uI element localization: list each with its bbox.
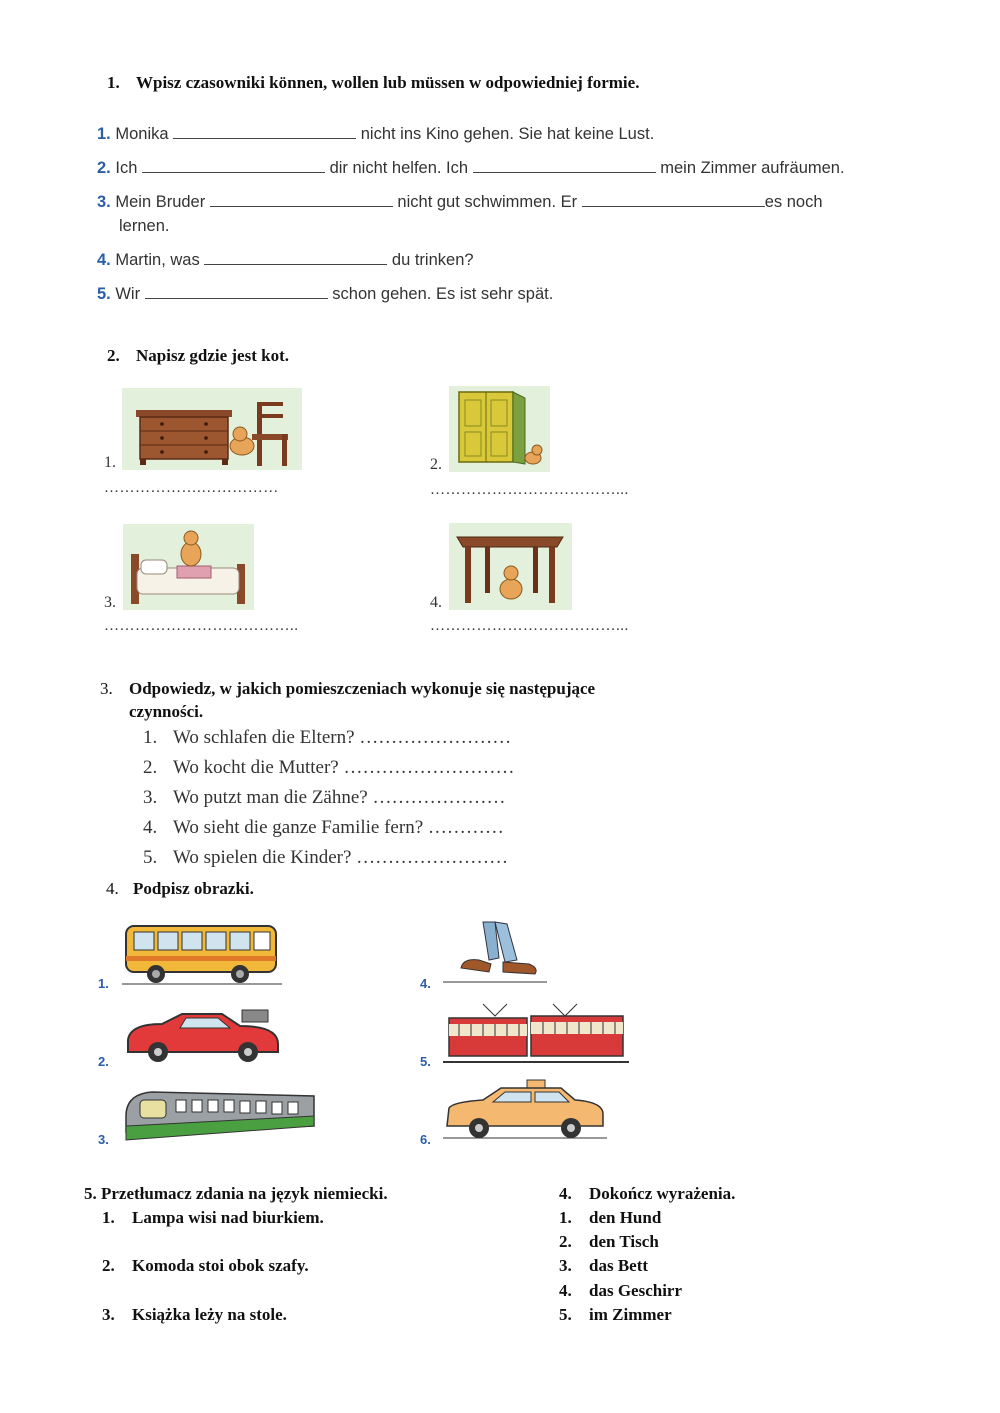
dresser-chair-cat-picture — [122, 388, 302, 470]
item-number: 1. — [559, 1208, 572, 1227]
sentence-part: Monika — [115, 125, 169, 143]
ex3-item-4 — [143, 817, 504, 839]
item-number: 2. — [143, 757, 158, 778]
ex3-item-5 — [143, 847, 508, 869]
sentence-part: es noch — [764, 193, 823, 211]
answer-line[interactable]: ………………………………... — [430, 482, 629, 498]
item-number: 5. — [559, 1305, 572, 1324]
sentence-part: Mein Bruder — [115, 193, 206, 211]
sentence-text: Komoda stoi obok szafy. — [132, 1256, 309, 1275]
ex1-heading-number: 1. — [107, 73, 120, 92]
picture-number: 5. — [420, 1054, 431, 1069]
ex2-heading — [107, 346, 289, 366]
picture-number: 1. — [104, 454, 116, 471]
tram-picture — [443, 1002, 629, 1066]
sentence-part: nicht gut schwimmen. Er — [397, 193, 578, 211]
picture-number: 3. — [104, 594, 116, 611]
ex1-item-3-continuation: lernen. — [119, 217, 170, 235]
phrase-text: das Bett — [589, 1256, 649, 1275]
answer-line[interactable]: ……………………………….. — [104, 618, 299, 634]
ex2-heading-number: 2. — [107, 346, 120, 365]
question-text: Wo kocht die Mutter? ……………………… — [173, 757, 515, 778]
answer-blank[interactable] — [142, 158, 325, 173]
phrase-text: das Geschirr — [589, 1281, 683, 1300]
item-number: 3. — [559, 1256, 572, 1275]
sentence-part: mein Zimmer aufräumen. — [660, 159, 845, 177]
question-text: Wo putzt man die Zähne? ………………… — [173, 787, 506, 808]
ex6-item-1 — [559, 1208, 661, 1228]
bus-picture — [122, 920, 282, 988]
walking-feet-picture — [443, 920, 547, 988]
item-number: 2. — [102, 1256, 115, 1275]
sentence-part: Martin, was — [115, 251, 200, 269]
ex3-heading-line1: Odpowiedz, w jakich pomieszczeniach wykonuje się następujące — [129, 679, 596, 698]
answer-blank[interactable] — [210, 192, 393, 207]
ex1-item-4 — [97, 250, 474, 270]
ex1-heading — [107, 73, 639, 93]
ex1-item-5 — [97, 284, 553, 304]
item-number: 3. — [97, 193, 111, 211]
answer-blank[interactable] — [145, 284, 328, 299]
item-number: 5. — [97, 285, 111, 303]
ex3-item-1 — [143, 727, 511, 749]
picture-number: 4. — [420, 976, 431, 991]
bed-cat-picture — [123, 524, 254, 610]
ex5-heading: 5. Przetłumacz zdania na język niemiecki. — [84, 1184, 388, 1203]
ex4-heading-text: Podpisz obrazki. — [133, 879, 254, 898]
item-number: 4. — [143, 817, 158, 838]
ex3-item-2 — [143, 757, 514, 779]
item-number: 1. — [102, 1208, 115, 1227]
ex1-item-3 — [97, 192, 823, 212]
ex3-heading-number: 3. — [100, 679, 113, 698]
item-number: 3. — [143, 787, 158, 808]
phrase-text: den Tisch — [589, 1232, 659, 1251]
picture-number: 2. — [98, 1054, 109, 1069]
picture-number: 2. — [430, 456, 442, 473]
item-number: 2. — [559, 1232, 572, 1251]
sentence-part: dir nicht helfen. Ich — [329, 159, 469, 177]
ex5-item-1 — [102, 1208, 324, 1228]
sentence-part: nicht ins Kino gehen. Sie hat keine Lust. — [360, 125, 655, 143]
item-number: 4. — [559, 1281, 572, 1300]
item-number: 1. — [143, 727, 158, 748]
sentence-part: schon gehen. Es ist sehr spät. — [332, 285, 554, 303]
item-number: 5. — [143, 847, 158, 868]
ex6-heading-number: 4. — [559, 1184, 572, 1203]
item-number: 1. — [97, 125, 111, 143]
answer-blank[interactable] — [582, 192, 765, 207]
picture-number: 4. — [430, 594, 442, 611]
ex6-heading-text: Dokończ wyrażenia. — [589, 1184, 736, 1203]
sentence-part: Ich — [115, 159, 138, 177]
answer-blank[interactable] — [473, 158, 656, 173]
train-picture — [122, 1086, 318, 1144]
answer-line[interactable]: ……………….…………… — [104, 480, 279, 496]
ex2-heading-text: Napisz gdzie jest kot. — [136, 346, 289, 365]
ex5-item-3 — [102, 1305, 287, 1325]
ex6-heading — [559, 1184, 735, 1204]
wardrobe-cat-picture — [449, 386, 550, 472]
ex4-heading-number: 4. — [106, 879, 119, 898]
sentence-part: Wir — [115, 285, 141, 303]
phrase-text: den Hund — [589, 1208, 662, 1227]
ex5-item-2 — [102, 1256, 309, 1276]
ex4-heading — [106, 879, 254, 899]
answer-line[interactable]: ………………………………... — [430, 618, 629, 634]
ex1-item-2 — [97, 158, 845, 178]
item-number: 3. — [102, 1305, 115, 1324]
car-picture — [122, 1000, 284, 1066]
ex1-item-1 — [97, 124, 654, 144]
ex6-item-2 — [559, 1232, 659, 1252]
answer-blank[interactable] — [204, 250, 387, 265]
question-text: Wo sieht die ganze Familie fern? ………… — [173, 817, 504, 838]
phrase-text: im Zimmer — [589, 1305, 672, 1324]
question-text: Wo spielen die Kinder? …………………… — [173, 847, 509, 868]
ex3-heading-line2: czynności. — [129, 702, 204, 721]
sentence-text: Lampa wisi nad biurkiem. — [132, 1208, 324, 1227]
taxi-picture — [443, 1078, 607, 1142]
ex3-item-3 — [143, 787, 505, 809]
answer-blank[interactable] — [173, 124, 356, 139]
ex1-heading-text: Wpisz czasowniki können, wollen lub müssen w odpowiedniej formie. — [136, 73, 640, 92]
picture-number: 1. — [98, 976, 109, 991]
sentence-text: Książka leży na stole. — [132, 1305, 287, 1324]
sentence-part: du trinken? — [391, 251, 474, 269]
table-cat-picture — [449, 523, 572, 610]
picture-number: 3. — [98, 1132, 109, 1147]
ex6-item-5 — [559, 1305, 672, 1325]
picture-number: 6. — [420, 1132, 431, 1147]
ex6-item-4 — [559, 1281, 682, 1301]
question-text: Wo schlafen die Eltern? …………………… — [173, 727, 512, 748]
item-number: 2. — [97, 159, 111, 177]
item-number: 4. — [97, 251, 111, 269]
ex6-item-3 — [559, 1256, 648, 1276]
